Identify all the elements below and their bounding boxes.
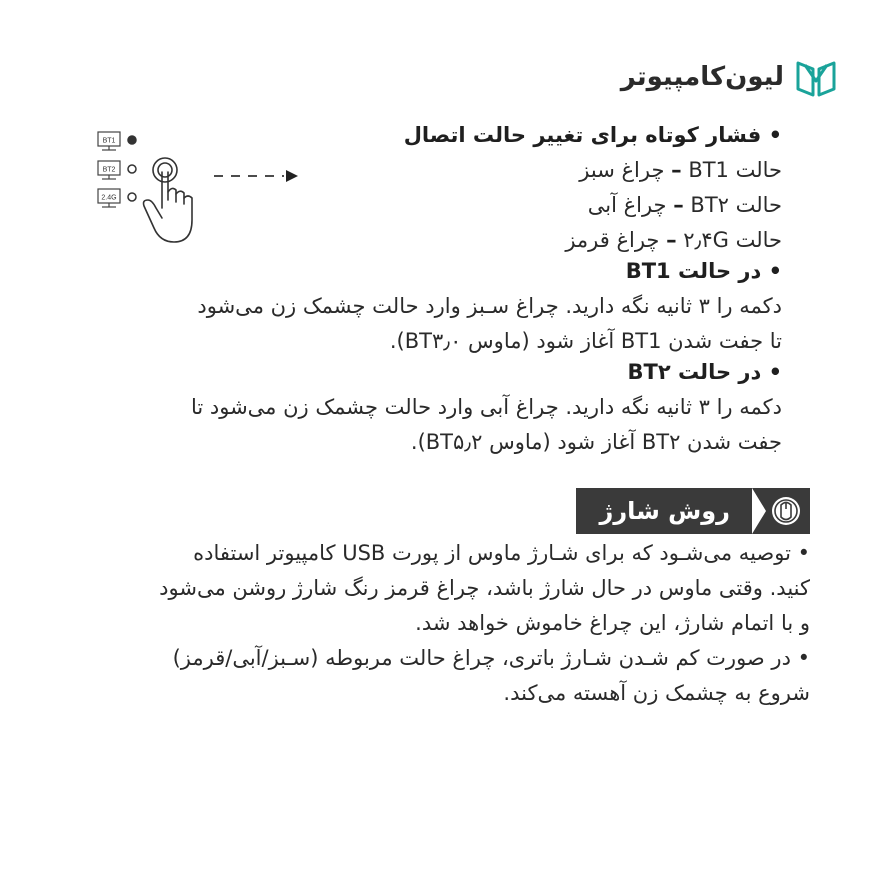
charging-line: و با اتمام شارژ، این چراغ خاموش خواهد شد. <box>415 611 810 635</box>
illustration-svg <box>92 124 312 254</box>
mode-row-24g <box>98 189 136 207</box>
mode-row-bt2 <box>98 161 136 179</box>
brand-header <box>621 55 838 99</box>
mode-item-light: چراغ آبی <box>587 193 667 217</box>
charging-section-header <box>576 488 810 534</box>
mode-row-bt1 <box>98 132 136 150</box>
mode-item-dash: – <box>673 193 684 217</box>
mode-item-light: چراغ سبز <box>579 158 665 182</box>
bt1-line: تا جفت شدن BT1 آغاز شود (ماوس BT۳٫۰). <box>389 329 782 353</box>
bt2-line: دکمه را ۳ ثانیه نگه دارید. چراغ آبی وارد حالت چشمک زن می‌شود تا <box>190 395 782 419</box>
brand-name: لیون‌کامپیوتر <box>620 62 784 92</box>
short-press-heading: • فشار کوتاه برای تغییر حالت اتصال <box>403 123 782 147</box>
charging-section-body <box>80 536 810 711</box>
mode-item-dash: – <box>666 228 677 252</box>
mode-item-label: حالت BT1 <box>688 158 782 182</box>
led-bt1-active <box>128 136 136 144</box>
mode-item-dash: – <box>671 158 682 182</box>
charging-line: شروع به چشمک زن آهسته می‌کند. <box>503 681 810 705</box>
mode-item-label: حالت ۲٫۴G <box>683 228 782 252</box>
charging-line: کنید. وقتی ماوس در حال شارژ باشد، چراغ قرمز رنگ شارژ روشن می‌شود <box>159 576 810 600</box>
bt1-heading: • در حالت BT1 <box>625 259 782 283</box>
charging-line: • توصیه می‌شـود که برای شـارژ ماوس از پورت USB کامپیوتر استفاده <box>193 541 810 565</box>
bt2-heading: • در حالت BT۲ <box>627 360 782 384</box>
mode-item-bt1 <box>352 153 782 188</box>
mode-item-bt2 <box>352 188 782 223</box>
bt1-section <box>82 254 782 359</box>
mode-label-bt2: BT2 <box>102 166 116 174</box>
mode-label-24g: 2.4G <box>101 194 117 202</box>
charging-line: • در صورت کم شـدن شـارژ باتری، چراغ حالت مربوطه (سـبز/آبی/قرمز) <box>172 646 810 670</box>
mode-item-label: حالت BT۲ <box>690 193 782 217</box>
mode-label-bt1: BT1 <box>102 137 116 145</box>
charging-title-text: روش شارژ <box>599 497 730 525</box>
bt2-line: جفت شدن BT۲ آغاز شود (ماوس BT۵٫۲). <box>410 430 782 454</box>
bt1-line: دکمه را ۳ ثانیه نگه دارید. چراغ سـبز وارد حالت چشمک زن می‌شود <box>197 294 782 318</box>
led-bt2 <box>128 165 136 173</box>
short-press-section <box>352 118 782 258</box>
charging-title <box>576 488 752 534</box>
bt2-section <box>82 355 782 460</box>
mode-item-24g <box>352 223 782 258</box>
led-24g <box>128 193 136 201</box>
section-badge <box>752 488 810 534</box>
hand-press-icon <box>144 158 193 242</box>
brand-logo-icon <box>794 57 838 97</box>
arrow-icon <box>214 170 298 182</box>
mouse-badge-icon <box>752 488 810 534</box>
mode-item-light: چراغ قرمز <box>565 228 660 252</box>
mode-switch-illustration <box>92 124 312 254</box>
